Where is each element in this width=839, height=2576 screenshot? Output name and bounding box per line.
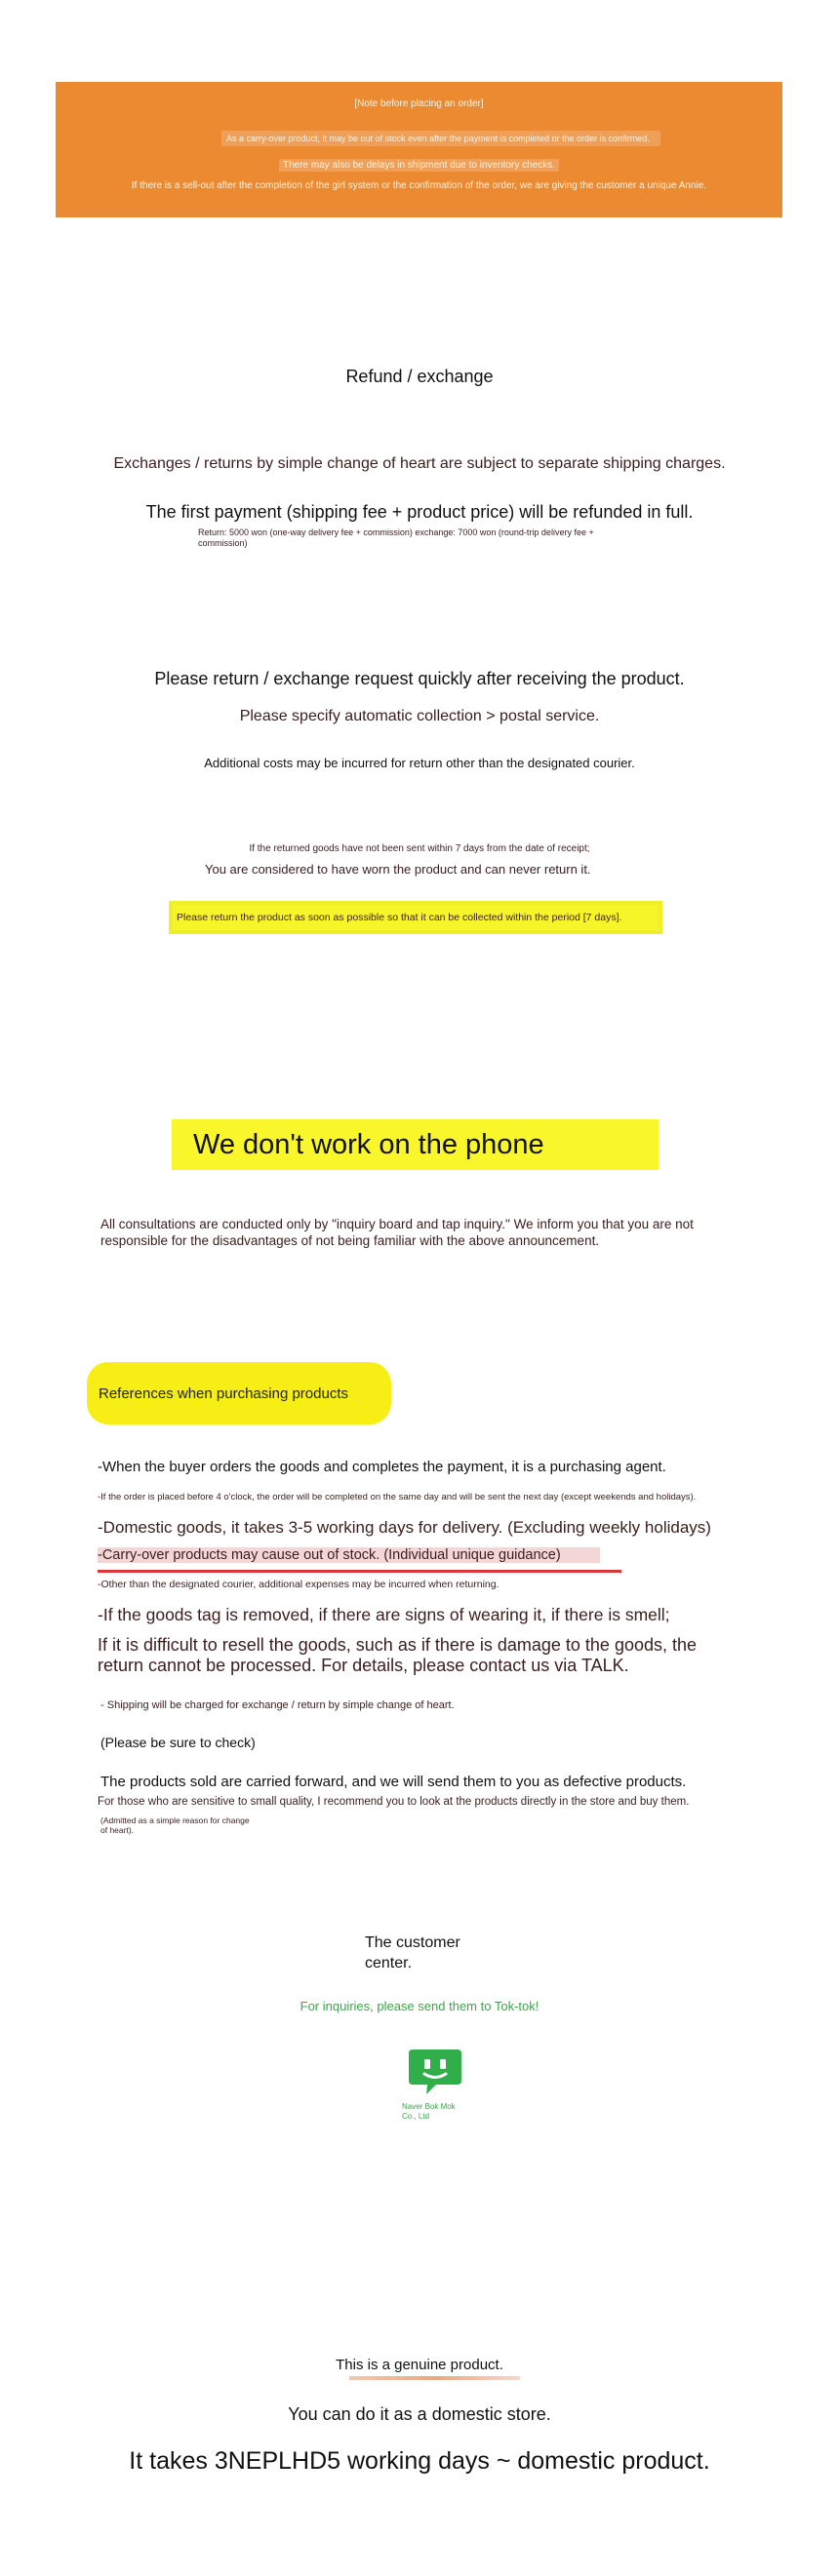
return-additional-costs: Additional costs may be incurred for return other than the designated courier. xyxy=(204,756,635,770)
notice-delays: There may also be delays in shipment due to inventory checks. xyxy=(279,159,559,172)
return-specify: Please specify automatic collection > postal service. xyxy=(239,708,600,724)
genuine-line1: This is a genuine product. xyxy=(336,2357,503,2373)
customer-center-heading: The customer center. xyxy=(365,1934,460,1971)
refund-separate-charges: Exchanges / returns by simple change of heart are subject to separate shipping charges. xyxy=(113,455,726,472)
refund-heading: Refund / exchange xyxy=(345,367,494,386)
phone-highlight xyxy=(172,1119,659,1170)
ref-item-3-underline xyxy=(98,1570,621,1573)
refund-fee-detail: Return: 5000 won (one-way delivery fee + commission) exchange: 7000 won (round-trip delivery fee + commission) xyxy=(198,527,594,548)
ref-item-3: -Carry-over products may cause out of stock. (Individual unique guidance) xyxy=(98,1547,600,1563)
genuine-underline xyxy=(349,2376,520,2380)
ref-item-11: (Admitted as a simple reason for change of heart). xyxy=(100,1815,250,1835)
ref-item-10: For those who are sensitive to small quality, I recommend you to look at the products directly in the store and buy them. xyxy=(98,1796,690,1808)
notice-banner xyxy=(56,82,782,217)
return-worn: You are considered to have worn the product and can never return it. xyxy=(205,862,591,877)
return-period: Please return the product as soon as possible so that it can be collected within the period [7 days]. xyxy=(177,912,622,923)
talk-chat-icon[interactable] xyxy=(407,2046,463,2096)
ref-item-1: -If the order is placed before 4 o'clock, the order will be completed on the same day and will be sent the next day (except weekends and holidays). xyxy=(98,1492,697,1503)
genuine-line3: It takes 3NEPLHD5 working days ~ domestic product. xyxy=(129,2447,710,2475)
return-seven-days: If the returned goods have not been sent within 7 days from the date of receipt; xyxy=(249,843,590,854)
return-quickly: Please return / exchange request quickly after receiving the product. xyxy=(154,669,685,688)
genuine-line2: You can do it as a domestic store. xyxy=(288,2404,551,2424)
ref-item-4: -Other than the designated courier, additional expenses may be incurred when returning. xyxy=(98,1579,499,1590)
ref-item-9: The products sold are carried forward, and we will send them to you as defective products. xyxy=(100,1774,687,1790)
notice-title: [Note before placing an order] xyxy=(354,98,484,109)
ref-item-5: -If the goods tag is removed, if there are signs of wearing it, if there is smell; xyxy=(98,1605,670,1624)
references-pill xyxy=(87,1362,391,1425)
ref-item-7: - Shipping will be charged for exchange / return by simple change of heart. xyxy=(98,1699,455,1711)
phone-consult: All consultations are conducted only by "inquiry board and tap inquiry." We inform you that you are not responsible for the disadvantages of not being familiar with the above announcement. xyxy=(100,1217,694,1248)
ref-item-0: -When the buyer orders the goods and completes the payment, it is a purchasing agent. xyxy=(98,1459,666,1475)
notice-sellout: If there is a sell-out after the completion of the girl system or the confirmation of the order, we are giving the customer a unique Annie. xyxy=(131,180,707,191)
return-period-box xyxy=(169,901,662,934)
phone-heading: We don't work on the phone xyxy=(193,1129,544,1160)
references-heading: References when purchasing products xyxy=(99,1386,348,1402)
refund-first-payment: The first payment (shipping fee + product price) will be refunded in full. xyxy=(145,502,694,522)
notice-carry-over: As a carry-over product, it may be out of stock even after the payment is completed or the order is confirmed. xyxy=(221,131,660,146)
logo-caption: Naver Bok Mok Co., Ltd xyxy=(402,2102,456,2121)
ref-item-8: (Please be sure to check) xyxy=(100,1735,256,1750)
customer-center-inquiries[interactable]: For inquiries, please send them to Tok-tok! xyxy=(300,1999,539,2013)
ref-item-2: -Domestic goods, it takes 3-5 working days for delivery. (Excluding weekly holidays) xyxy=(98,1518,711,1537)
ref-item-6: If it is difficult to resell the goods, such as if there is damage to the goods, the return cannot be processed. For details, please contact us via TALK. xyxy=(98,1635,698,1675)
